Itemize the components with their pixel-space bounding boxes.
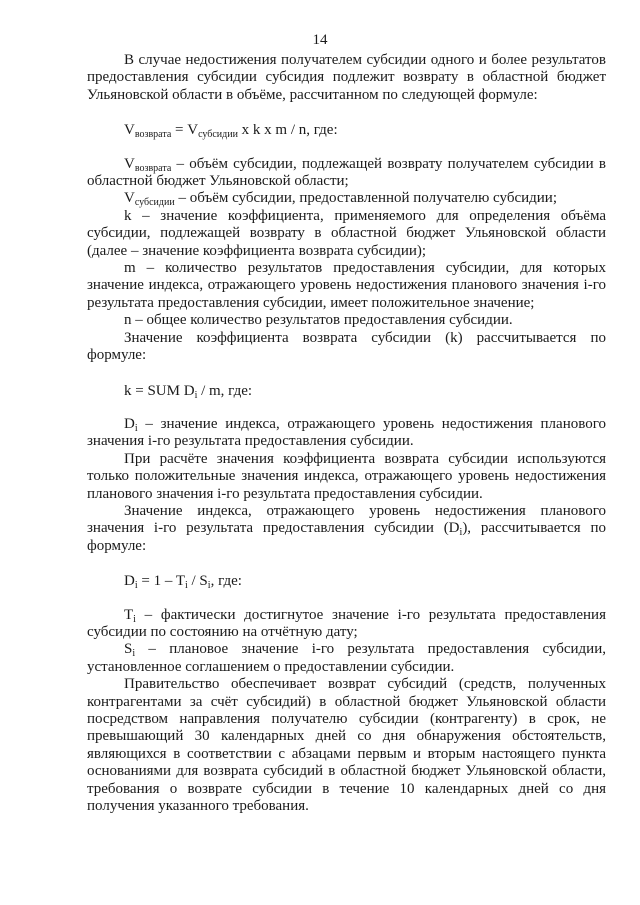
- document-body: [87, 52, 606, 815]
- paragraph-positive-values: При расчёте значения коэффициента возврата субсидии используются только положительные значения индекса, отражающего уровень недостижения планового значения i-го результата предоставления субсидии.: [87, 450, 606, 502]
- definition-di: $D_i$ – значение индекса, отражающего уровень недостижения планового значения i-го результата предоставления субсидии.: [87, 415, 606, 450]
- definition-m: m – количество результатов предоставления субсидии, для которых значение индекса, отражающего уровень недостижения планового значения i-го результата предоставления субсидии, имеет положительное значение;: [87, 260, 606, 311]
- page-number: 14: [312, 32, 328, 48]
- paragraph-intro: В случае недостижения получателем субсидии одного и более результатов предоставления субсидии субсидия подлежит возврату в областной бюджет Ульяновской области в объёме, рассчитанном по следующей формуле:: [87, 52, 606, 103]
- paragraph-coefficient: Значение коэффициента возврата субсидии (k) рассчитывается по формуле:: [87, 329, 606, 364]
- definition-k: k – значение коэффициента, применяемого для определения объёма субсидии, подлежащей возврату в областной бюджет Ульяновской области (далее – значение коэффициента возврата субсидии);: [87, 207, 606, 259]
- definition-v-refund: $V_{возврата}$ – объём субсидии, подлежащей возврату получателем субсидии в областной бюджет Ульяновской области;: [87, 155, 606, 190]
- paragraph-index: Значение индекса, отражающего уровень недостижения планового значения i-го результата предоставления субсидии $(D_i)$, рассчитывается по формуле:: [87, 502, 606, 554]
- definition-si: $S_i$ – плановое значение i-го результата предоставления субсидии, установленное соглашением о предоставлении субсидии.: [87, 641, 606, 675]
- formula-refund: $V_{возврата} = V_{субсидии}$ x k x m / n, где:: [124, 122, 338, 141]
- formula-coefficient: k = SUM $D_i$ / m, где:: [124, 382, 253, 401]
- definition-ti: $T_i$ – фактически достигнутое значение i-го результата предоставления субсидии по состоянию на отчётную дату;: [87, 606, 606, 640]
- definition-n: n – общее количество результатов предоставления субсидии.: [124, 312, 513, 329]
- definition-v-subsidy: $V_{субсидии}$ – объём субсидии, предоставленной получателю субсидии;: [124, 190, 557, 209]
- paragraph-government-refund: Правительство обеспечивает возврат субсидий (средств, полученных контрагентами за счёт субсидий) в областной бюджет Ульяновской области посредством направления получателю субсидии (контрагенту) в срок, не превышающий 30 календарных дней со дня обнаружения обстоятельств, являющихся в соответствии с абзацами первым и вторым настоящего пункта основаниями для возврата субсидий в областной бюджет Ульяновской области, требования о возврате субсидии в течение 10 календарных дней со дня получения указанного требования.: [87, 676, 606, 815]
- formula-index: $D_i = 1 - T_i / S_i$, где:: [124, 573, 242, 592]
